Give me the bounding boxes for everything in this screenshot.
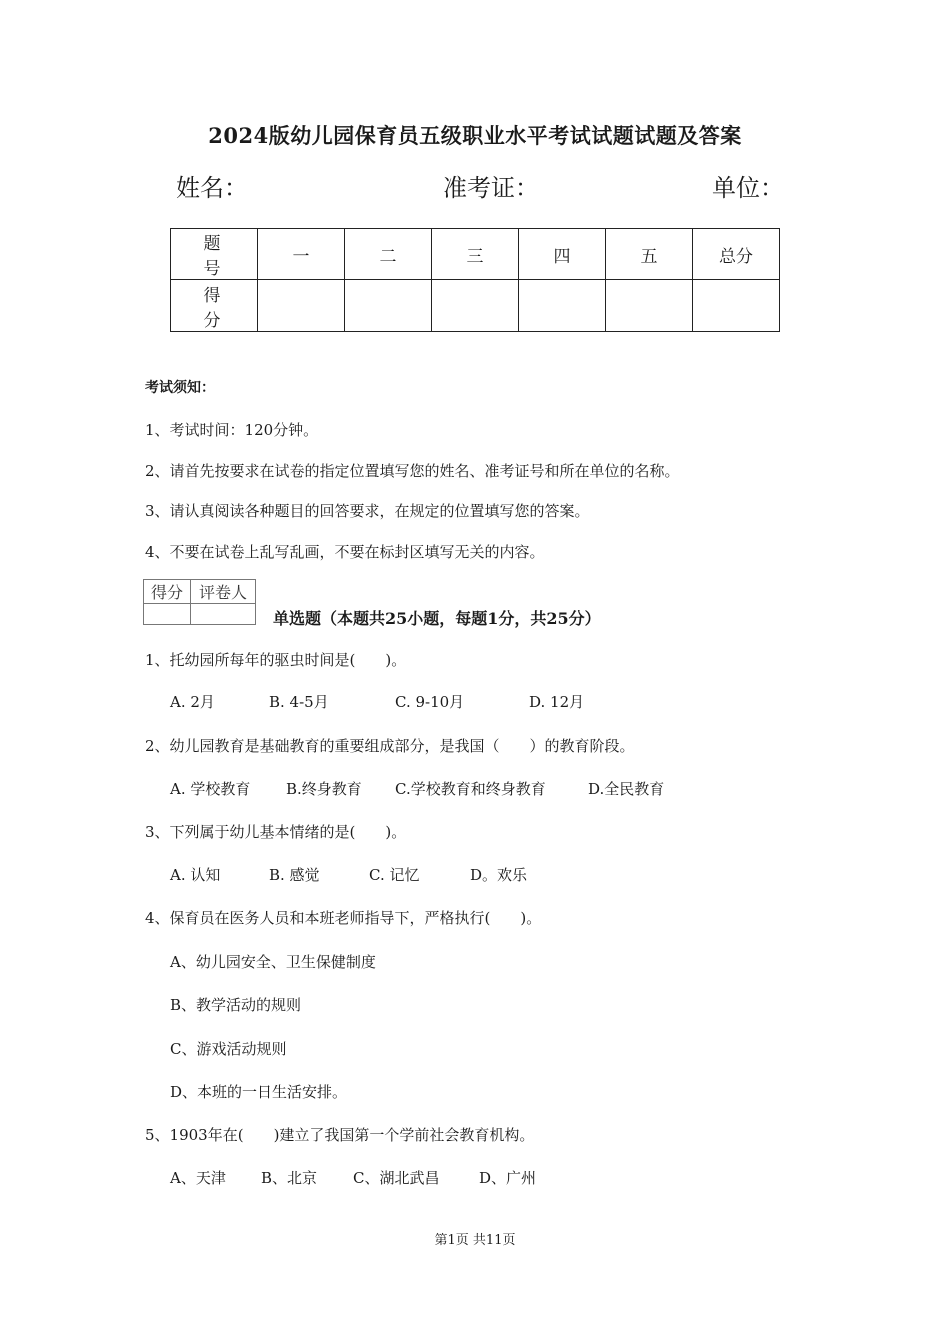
question-option: D。欢乐: [470, 866, 528, 884]
header-cell-3: 三: [432, 229, 519, 280]
score-cell-total[interactable]: [693, 280, 780, 332]
name-label: 姓名：: [176, 174, 248, 202]
notice-item: 2、请首先按要求在试卷的指定位置填写您的姓名、准考证号和所在单位的名称。: [145, 462, 680, 480]
question-option: A、幼儿园安全、卫生保健制度: [170, 953, 376, 971]
question-stem: 4、保育员在医务人员和本班老师指导下，严格执行( )。: [145, 909, 542, 927]
exam-id-label: 准考证：: [443, 174, 539, 202]
question-option: B. 4-5月: [269, 693, 329, 711]
notice-item: 4、不要在试卷上乱写乱画，不要在标封区填写无关的内容。: [145, 543, 545, 561]
question-option: C.学校教育和终身教育: [395, 780, 546, 798]
header-cell-2: 二: [345, 229, 432, 280]
question-option: C、游戏活动规则: [170, 1040, 287, 1058]
grader-box: [143, 579, 256, 625]
page-footer: 第1页 共11页: [434, 1233, 516, 1248]
question-stem: 3、下列属于幼儿基本情绪的是( )。: [145, 823, 407, 841]
score-cell-2[interactable]: [345, 280, 432, 332]
header-cell-4: 四: [519, 229, 606, 280]
score-cell-3[interactable]: [432, 280, 519, 332]
header-cell-total: 总分: [693, 229, 780, 280]
question-option: C、湖北武昌: [353, 1169, 440, 1187]
score-cell-1[interactable]: [258, 280, 345, 332]
score-cell-4[interactable]: [519, 280, 606, 332]
header-cell-5: 五: [606, 229, 693, 280]
grader-score-cell[interactable]: [144, 604, 191, 625]
grader-name-label: 评卷人: [191, 580, 256, 604]
score-cell-5[interactable]: [606, 280, 693, 332]
question-option: A. 学校教育: [170, 780, 251, 798]
question-option: D. 12月: [529, 693, 585, 711]
question-option: B.终身教育: [286, 780, 362, 798]
score-table: [170, 228, 780, 332]
question-option: B、教学活动的规则: [170, 996, 302, 1014]
question-option: B. 感觉: [269, 866, 320, 884]
score-table-header-row: [171, 229, 780, 280]
question-option: D、本班的一日生活安排。: [170, 1083, 348, 1101]
notice-item: 3、请认真阅读各种题目的回答要求，在规定的位置填写您的答案。: [145, 502, 590, 520]
grader-score-label: 得分: [144, 580, 191, 604]
score-row-label: 得 分: [171, 280, 258, 332]
question-option: C. 9-10月: [395, 693, 465, 711]
notice-item: 1、考试时间：120分钟。: [145, 421, 319, 439]
unit-label: 单位：: [712, 174, 784, 202]
question-option: D.全民教育: [588, 780, 665, 798]
question-stem: 1、托幼园所每年的驱虫时间是( )。: [145, 651, 407, 669]
question-option: C. 记忆: [369, 866, 420, 884]
question-option: A. 认知: [170, 866, 221, 884]
header-cell-1: 一: [258, 229, 345, 280]
section-title: 单选题（本题共25小题，每题1分，共25分）: [273, 609, 601, 628]
score-table-score-row: [171, 280, 780, 332]
question-option: A. 2月: [170, 693, 215, 711]
question-option: D、广州: [479, 1169, 537, 1187]
header-cell-question-no: 题 号: [171, 229, 258, 280]
document-title: 2024版幼儿园保育员五级职业水平考试试题试题及答案: [208, 123, 742, 148]
question-option: A、天津: [170, 1169, 226, 1187]
question-stem: 2、幼儿园教育是基础教育的重要组成部分，是我国（ ）的教育阶段。: [145, 737, 635, 755]
question-option: B、北京: [261, 1169, 318, 1187]
question-stem: 5、1903年在( )建立了我国第一个学前社会教育机构。: [145, 1126, 535, 1144]
grader-name-cell[interactable]: [191, 604, 256, 625]
notice-heading: 考试须知：: [145, 380, 215, 396]
